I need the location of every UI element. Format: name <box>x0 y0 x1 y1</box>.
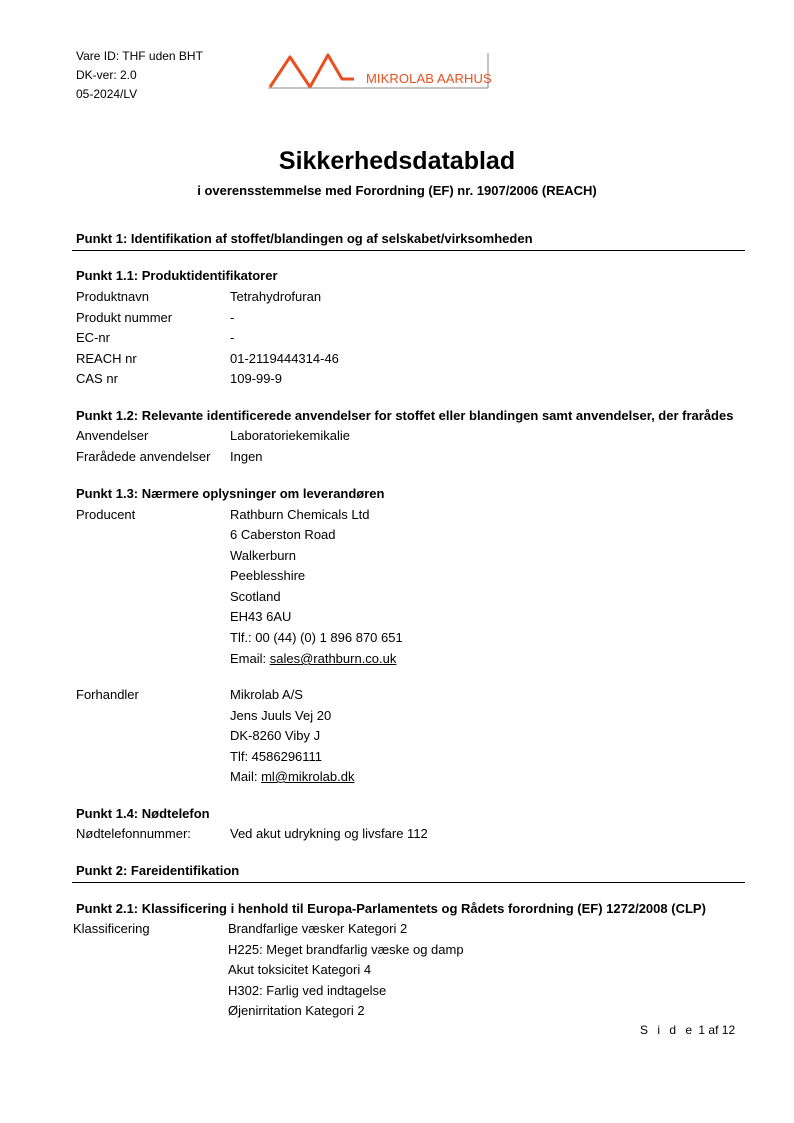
forhandler-line: Jens Juuls Vej 20 <box>230 708 332 723</box>
klassificering-line: H302: Farlig ved indtagelse <box>228 983 387 998</box>
page-number <box>640 1023 735 1037</box>
field-value: Ingen <box>230 449 263 464</box>
field-value: Laboratoriekemikalie <box>230 428 350 443</box>
forhandler-line: Tlf: 4586296111 <box>230 749 323 764</box>
producent-line: 6 Caberston Road <box>230 527 336 542</box>
forhandler-mail-row <box>230 769 354 784</box>
producent-line: Tlf.: 00 (44) (0) 1 896 870 651 <box>230 630 403 645</box>
section-divider <box>72 882 745 883</box>
field-label: CAS nr <box>76 371 118 386</box>
field-value: - <box>230 330 235 345</box>
producent-email-row <box>230 651 396 666</box>
document-meta <box>76 47 203 104</box>
producent-line: Peeblesshire <box>230 568 306 583</box>
page-subtitle: i overensstemmelse med Forordning (EF) nr. 1907/2006 (REACH) <box>197 183 597 198</box>
field-value: - <box>230 310 235 325</box>
section-heading-punkt-2: Punkt 2: Fareidentifikation <box>76 863 240 878</box>
page-of-label: af <box>708 1023 719 1037</box>
forhandler-mail-prefix: Mail: <box>230 769 262 784</box>
subsection-heading-1-4: Punkt 1.4: Nødtelefon <box>76 806 210 821</box>
field-value: 01-2119444314-46 <box>230 351 339 366</box>
page-side-label: S i d e <box>640 1023 696 1037</box>
forhandler-line: Mikrolab A/S <box>230 687 303 702</box>
mikrolab-logo <box>268 53 490 89</box>
logo-text: MIKROLAB AARHUS <box>366 71 492 86</box>
field-label: Anvendelser <box>76 428 149 443</box>
section-divider <box>72 250 745 251</box>
document-date: 05-2024/LV <box>76 87 138 101</box>
producent-label: Producent <box>76 507 136 522</box>
producent-line: Scotland <box>230 589 281 604</box>
klassificering-label: Klassificering <box>73 921 150 936</box>
field-value: Ved akut udrykning og livsfare 112 <box>230 826 428 841</box>
page-title: Sikkerhedsdatablad <box>278 147 516 175</box>
producent-line: Walkerburn <box>230 548 296 563</box>
field-value: 109-99-9 <box>230 371 283 386</box>
producent-email-prefix: Email: <box>230 651 270 666</box>
klassificering-line: Akut toksicitet Kategori 4 <box>228 962 372 977</box>
field-label: EC-nr <box>76 330 110 345</box>
vare-id: Vare ID: THF uden BHT <box>76 49 203 63</box>
producent-line: EH43 6AU <box>230 609 292 624</box>
klassificering-line: Brandfarlige væsker Kategori 2 <box>228 921 408 936</box>
subsection-heading-1-2: Punkt 1.2: Relevante identificerede anvendelser for stoffet eller blandingen samt anvendelser, der frarådes <box>76 408 734 423</box>
subsection-heading-1-1: Punkt 1.1: Produktidentifikatorer <box>76 268 278 283</box>
page-total: 12 <box>721 1023 736 1037</box>
field-label: Nødtelefonnummer: <box>76 826 191 841</box>
subsection-heading-1-3: Punkt 1.3: Nærmere oplysninger om leverandøren <box>76 486 385 501</box>
page-current: 1 <box>698 1023 706 1037</box>
section-heading-punkt-1: Punkt 1: Identifikation af stoffet/blandingen og af selskabet/virksomheden <box>76 231 533 246</box>
producent-line: Rathburn Chemicals Ltd <box>230 507 370 522</box>
dk-version: DK-ver: 2.0 <box>76 68 137 82</box>
klassificering-line: Øjenirritation Kategori 2 <box>228 1003 365 1018</box>
field-label: Produktnavn <box>76 289 149 304</box>
subsection-heading-2-1: Punkt 2.1: Klassificering i henhold til Europa-Parlamentets og Rådets forordning (EF) 1272/2008 (CLP) <box>76 901 706 916</box>
field-label: Produkt nummer <box>76 310 173 325</box>
klassificering-line: H225: Meget brandfarlig væske og damp <box>228 942 464 957</box>
forhandler-line: DK-8260 Viby J <box>230 728 321 743</box>
field-value: Tetrahydrofuran <box>230 289 322 304</box>
forhandler-mail-link[interactable]: ml@mikrolab.dk <box>261 769 355 784</box>
producent-email-link[interactable]: sales@rathburn.co.uk <box>269 651 397 666</box>
field-label: Frarådede anvendelser <box>76 449 211 464</box>
field-label: REACH nr <box>76 351 137 366</box>
forhandler-label: Forhandler <box>76 687 139 702</box>
